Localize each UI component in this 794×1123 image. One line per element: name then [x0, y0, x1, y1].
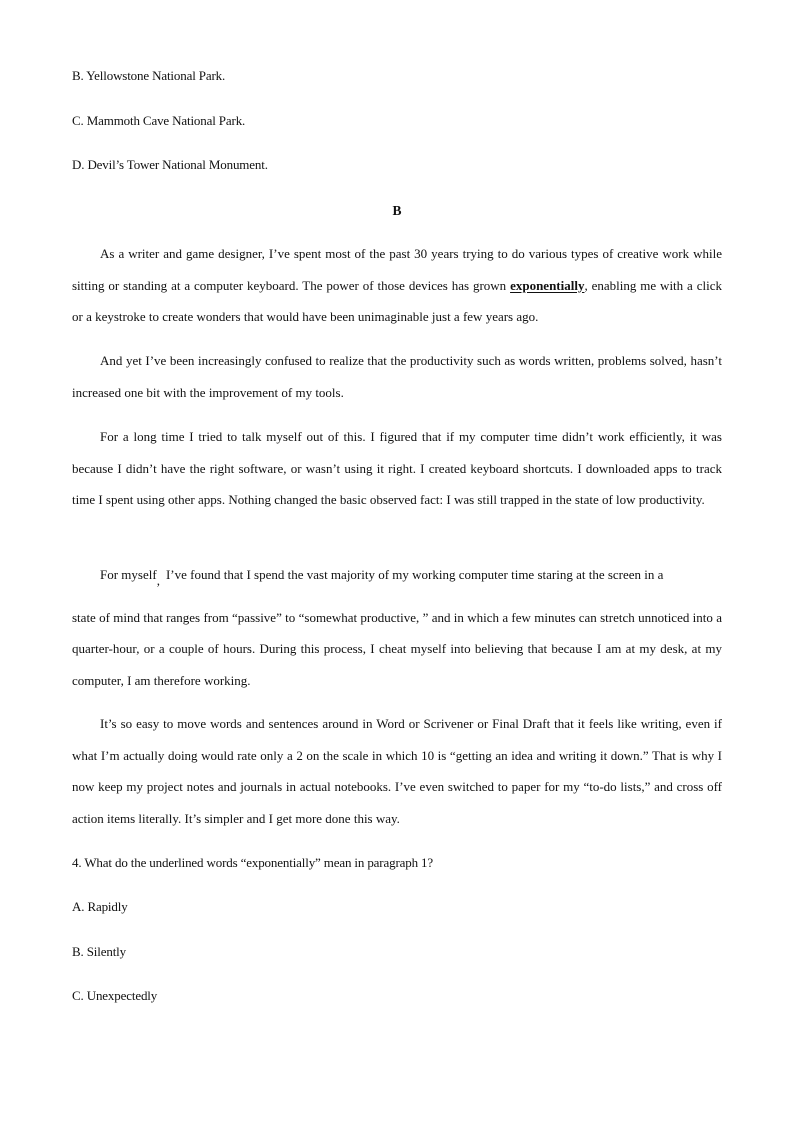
question-text: 4. What do the underlined words “exponentially” mean in paragraph 1? — [72, 855, 434, 870]
paragraph-4-first-line: I’ve found that I spend the vast majority of my working computer time staring at the screen in a — [165, 567, 664, 582]
paragraph-4-lead: For myself — [100, 567, 157, 582]
paragraph-2-text: And yet I’ve been increasingly confused to realize that the productivity such as words written, problems solved, hasn’t increased one bit with the improvement of my tools. — [72, 353, 722, 400]
option-d-prev: D. Devil’s Tower National Monument. — [72, 157, 268, 172]
paragraph-3-text: For a long time I tried to talk myself out of this. I figured that if my computer time didn’t work efficiently, it was because I didn’t have the right software, or wasn’t using it right. I created keyboard shortcuts. I downloaded apps to track time I spent using other apps. Nothing changed the basic observed fact: I was still trapped in the state of low productivity. — [72, 429, 722, 507]
paragraph-4-text: state of mind that ranges from “passive” to “somewhat productive, ” and in which a few minutes can stretch unnoticed into a quarter-hour, or a couple of hours. During this process, I cheat myself into believing that because I am at my desk, at my computer, I am therefore working. — [72, 609, 722, 688]
passage-paragraph-2 — [72, 345, 722, 408]
paragraph-1-text-b: , enabling me with a click or a keystroke to create wonders that would have been unimaginable just a few years ago. — [72, 277, 722, 324]
passage-paragraph-5 — [72, 708, 722, 834]
paragraph-5-text: It’s so easy to move words and sentences around in Word or Scrivener or Final Draft that it feels like writing, even if what I’m actually doing would rate only a 2 on the scale in which 10 is “getting an idea and writing it down.” That is why I now keep my project notes and journals in actual notebooks. I’ve even switched to paper for my “to-do lists,” and cross off action items literally. It’s simpler and I get more done this way. — [72, 716, 722, 826]
section-heading: B — [392, 203, 402, 218]
passage-paragraph-3 — [72, 421, 722, 516]
underlined-keyword: exponentially — [510, 277, 585, 293]
passage-paragraph-4 — [72, 559, 722, 696]
passage-paragraph-1 — [72, 238, 722, 333]
paragraph-4-comma: , — [156, 573, 160, 588]
answer-option-a[interactable]: A. Rapidly — [72, 899, 128, 914]
option-c-prev: C. Mammoth Cave National Park. — [72, 113, 246, 128]
option-b-prev: B. Yellowstone National Park. — [72, 68, 226, 83]
answer-option-c[interactable]: C. Unexpectedly — [72, 988, 158, 1003]
answer-option-b[interactable]: B. Silently — [72, 944, 126, 959]
paragraph-1-text-a: As a writer and game designer, I’ve spent most of the past 30 years trying to do various types of creative work while sitting or standing at a computer keyboard. The power of those devices has grown — [72, 246, 722, 293]
